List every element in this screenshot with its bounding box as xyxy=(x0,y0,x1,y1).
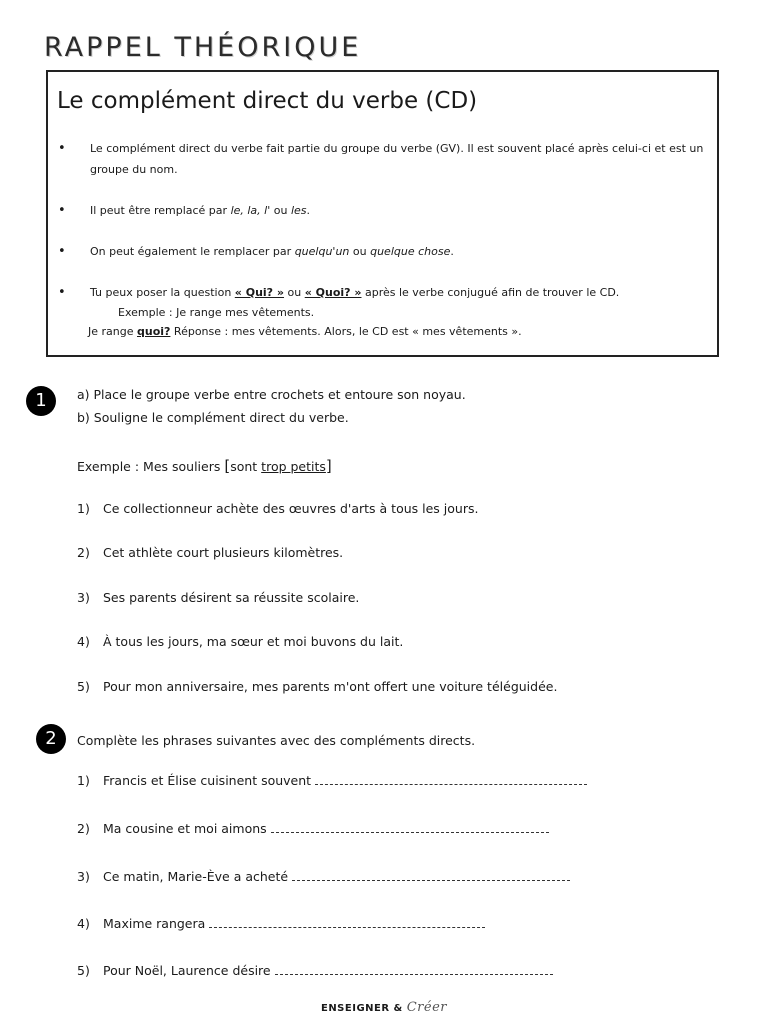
bullet-dot: • xyxy=(58,285,66,300)
ex1-instruction-b: b) Souligne le complément direct du verbe. xyxy=(77,410,349,425)
ex2-item-3: 3) Ce matin, Marie-Ève a acheté xyxy=(77,869,570,884)
answer-blank[interactable] xyxy=(292,871,570,881)
bullet-text: Il peut être remplacé par le, la, l' ou les. xyxy=(90,204,311,217)
ex1-example: Exemple : Mes souliers [sont trop petits] xyxy=(77,457,332,475)
bullet-4-example: Exemple : Je range mes vêtements. xyxy=(118,306,315,319)
answer-blank[interactable] xyxy=(209,918,485,928)
ex1-item-1: 1) Ce collectionneur achète des œuvres d'arts à tous les jours. xyxy=(77,501,479,516)
ex2-instruction: Complète les phrases suivantes avec des compléments directs. xyxy=(77,733,476,748)
bullet-text: Le complément direct du verbe fait partie du groupe du verbe (GV). Il est souvent placé après celui-ci et est un groupe du nom. xyxy=(90,142,704,176)
ex1-item-2: 2) Cet athlète court plusieurs kilomètres. xyxy=(77,545,344,560)
theory-box xyxy=(46,70,719,357)
footer-brand: ENSEIGNER & Créer xyxy=(320,1000,447,1015)
bullet-4-answer: Je range quoi? Réponse : mes vêtements. Alors, le CD est « mes vêtements ». xyxy=(88,325,522,338)
exercise-1-number: 1 xyxy=(26,386,56,416)
ex2-item-5: 5) Pour Noël, Laurence désire xyxy=(77,963,553,978)
ex1-item-5: 5) Pour mon anniversaire, mes parents m'ont offert une voiture téléguidée. xyxy=(77,679,558,694)
answer-blank[interactable] xyxy=(275,965,553,975)
answer-blank[interactable] xyxy=(315,775,587,785)
bullet-text: Tu peux poser la question « Qui? » ou « Quoi? » après le verbe conjugué afin de trouver le CD. xyxy=(90,286,620,299)
ex1-item-3: 3) Ses parents désirent sa réussite scolaire. xyxy=(77,590,360,605)
ex2-item-1: 1) Francis et Élise cuisinent souvent xyxy=(77,773,587,788)
page-title: RAPPEL THÉORIQUE xyxy=(44,32,362,63)
bullet-dot: • xyxy=(58,203,66,218)
bullet-text: On peut également le remplacer par quelqu'un ou quelque chose. xyxy=(90,245,454,258)
bullet-dot: • xyxy=(58,141,66,156)
answer-blank[interactable] xyxy=(271,823,549,833)
ex1-instruction-a: a) Place le groupe verbe entre crochets et entoure son noyau. xyxy=(77,387,466,402)
box-title: Le complément direct du verbe (CD) xyxy=(57,88,478,114)
ex2-item-4: 4) Maxime rangera xyxy=(77,916,485,931)
ex2-item-2: 2) Ma cousine et moi aimons xyxy=(77,821,549,836)
ex1-item-4: 4) À tous les jours, ma sœur et moi buvons du lait. xyxy=(77,634,404,649)
bullet-dot: • xyxy=(58,244,66,259)
exercise-2-number: 2 xyxy=(36,724,66,754)
